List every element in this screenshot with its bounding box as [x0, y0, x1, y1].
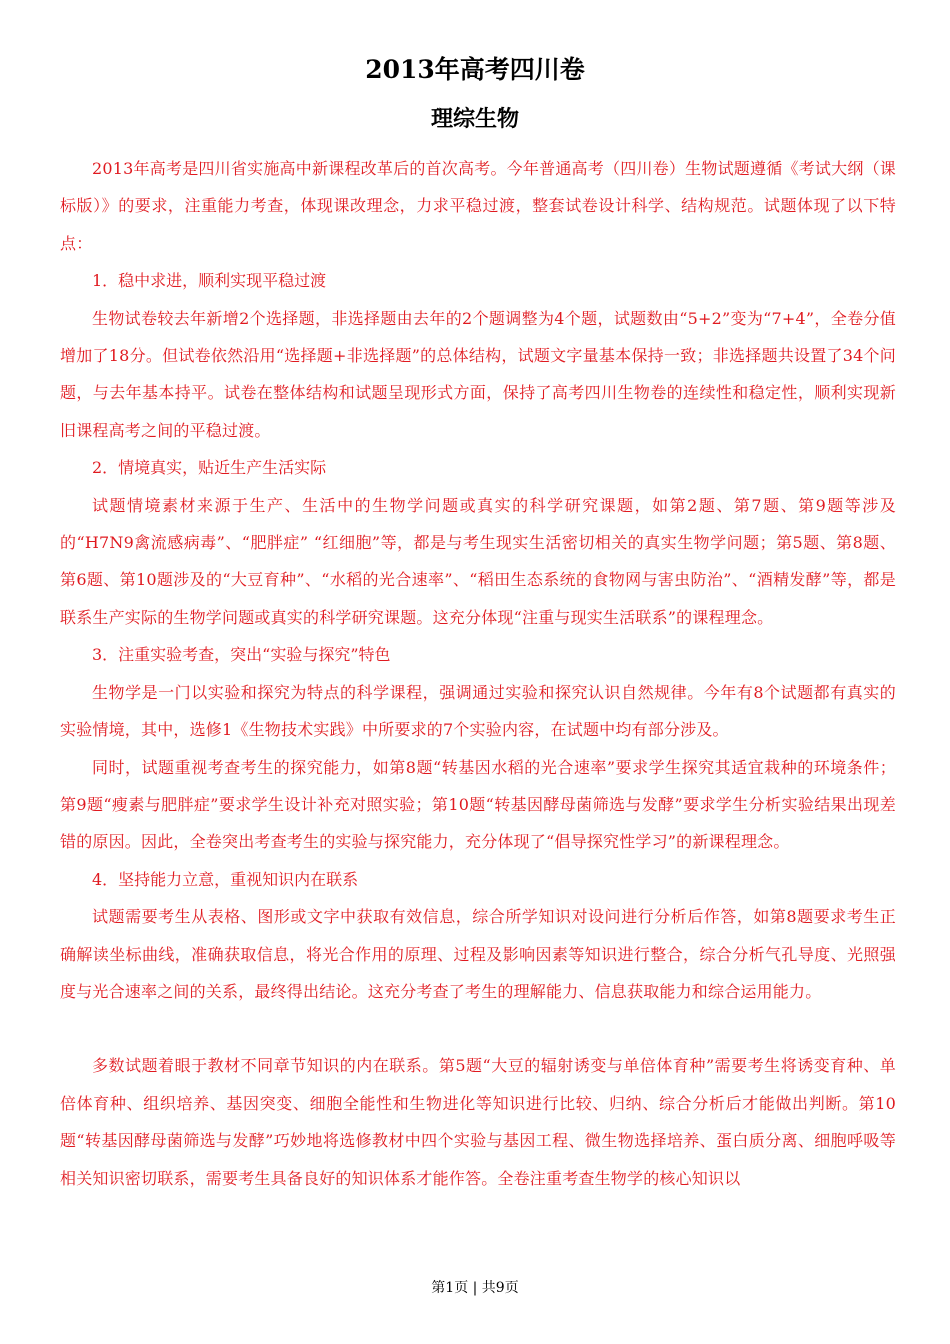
- page-footer: 第1页 | 共9页: [431, 1280, 519, 1296]
- section-heading: 3．注重实验考查，突出“实验与探究”特色: [92, 645, 391, 665]
- page-subtitle: 理综生物: [430, 106, 519, 132]
- section-paragraph: 试题需要考生从表格、图形或文字中获取有效信息，综合所学知识对设问进行分析后作答，如第8题要求考生正确解读坐标曲线，准确获取信息，将光合作用的原理、过程及影响因素等知识进行整合，综合分析气孔导度、光照强度与光合速率之间的关系，最终得出结论。这充分考查了考生的理解能力、信息获取能力和综合运用能力。: [60, 907, 896, 1001]
- paragraph-gap: [60, 1010, 896, 1047]
- page-title: 2013年高考四川卷: [365, 55, 585, 84]
- section-heading: 4．坚持能力立意，重视知识内在联系: [92, 869, 359, 889]
- section-paragraph: 试题情境素材来源于生产、生活中的生物学问题或真实的科学研究课题，如第2题、第7题、第9题等涉及的“H7N9禽流感病毒”、“肥胖症” “红细胞”等，都是与考生现实生活密切相关的真实生物学问题；第5题、第8题、第6题、第10题涉及的“大豆育种”、“水稻的光合速率”、“稻田生态系统的食物网与害虫防治”、“酒精发酵”等，都是联系生产实际的生物学问题或真实的科学研究课题。这充分体现“注重与现实生活联系”的课程理念。: [60, 495, 896, 627]
- section-heading: 1．稳中求进，顺利实现平稳过渡: [92, 271, 327, 291]
- section-paragraph: 同时，试题重视考查考生的探究能力，如第8题“转基因水稻的光合速率”要求学生探究其适宜栽种的环境条件；第9题“瘦素与肥胖症”要求学生设计补充对照实验；第10题“转基因酵母菌筛选与发酵”要求学生分析实验结果出现差错的原因。因此，全卷突出考查考生的实验与探究能力，充分体现了“倡导探究性学习”的新课程理念。: [60, 757, 896, 852]
- document-body: [60, 150, 896, 1197]
- section-paragraph: 生物试卷较去年新增2个选择题，非选择题由去年的2个题调整为4个题，试题数由“5+2”变为“7+4”，全卷分值增加了18分。但试卷依然沿用“选择题+非选择题”的总体结构，试题文字量基本保持一致；非选择题共设置了34个问题，与去年基本持平。试卷在整体结构和试题呈现形式方面，保持了高考四川生物卷的连续性和稳定性，顺利实现新旧课程高考之间的平稳过渡。: [60, 308, 896, 440]
- section-paragraph: 生物学是一门以实验和探究为特点的科学课程，强调通过实验和探究认识自然规律。今年有8个试题都有真实的实验情境，其中，选修1《生物技术实践》中所要求的7个实验内容，在试题中均有部分涉及。: [60, 682, 896, 740]
- section-heading: 2．情境真实，贴近生产生活实际: [92, 458, 327, 478]
- closing-paragraph: 多数试题着眼于教材不同章节知识的内在联系。第5题“大豆的辐射诱变与单倍体育种”需要考生将诱变育种、单倍体育种、组织培养、基因突变、细胞全能性和生物进化等知识进行比较、归纳、综合分析后才能做出判断。第10题“转基因酵母菌筛选与发酵”巧妙地将选修教材中四个实验与基因工程、微生物选择培养、蛋白质分离、细胞呼吸等相关知识密切联系，需要考生具备良好的知识体系才能作答。全卷注重考查生物学的核心知识以: [60, 1056, 896, 1188]
- intro-paragraph: 2013年高考是四川省实施高中新课程改革后的首次高考。今年普通高考（四川卷）生物试题遵循《考试大纲（课标版）》的要求，注重能力考查，体现课改理念，力求平稳过渡，整套试卷设计科学、结构规范。试题体现了以下特点：: [60, 159, 896, 253]
